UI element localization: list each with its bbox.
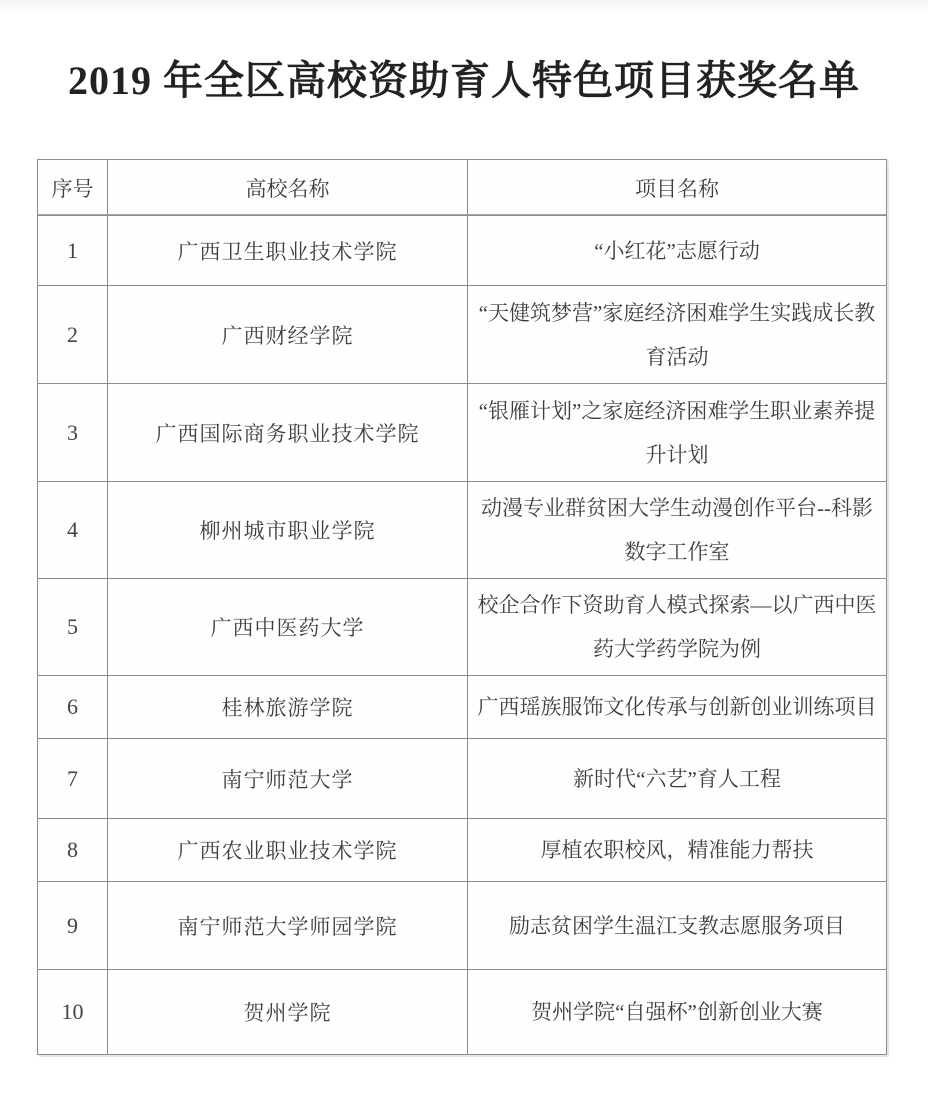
header-no: 序号 bbox=[38, 160, 108, 216]
row-index: 1 bbox=[38, 216, 108, 286]
project-name: 广西瑶族服饰文化传承与创新创业训练项目 bbox=[468, 676, 887, 739]
row-index: 4 bbox=[38, 482, 108, 579]
project-name: 厚植农职校风，精准能力帮扶 bbox=[468, 819, 887, 882]
school-name: 广西财经学院 bbox=[108, 286, 468, 384]
school-name: 贺州学院 bbox=[108, 970, 468, 1055]
table-row bbox=[38, 482, 887, 579]
project-name: 校企合作下资助育人模式探索—以广西中医药大学药学院为例 bbox=[468, 579, 887, 676]
table-row bbox=[38, 970, 887, 1055]
school-name: 南宁师范大学师园学院 bbox=[108, 882, 468, 970]
project-name: “小红花”志愿行动 bbox=[468, 216, 887, 286]
school-name: 广西中医药大学 bbox=[108, 579, 468, 676]
school-name: 柳州城市职业学院 bbox=[108, 482, 468, 579]
table-row bbox=[38, 676, 887, 739]
table-row bbox=[38, 819, 887, 882]
table-row bbox=[38, 882, 887, 970]
row-index: 2 bbox=[38, 286, 108, 384]
page-title: 2019 年全区高校资助育人特色项目获奖名单 bbox=[68, 58, 860, 103]
project-name: 动漫专业群贫困大学生动漫创作平台--科影数字工作室 bbox=[468, 482, 887, 579]
project-name: 新时代“六艺”育人工程 bbox=[468, 739, 887, 819]
school-name: 广西国际商务职业技术学院 bbox=[108, 384, 468, 482]
project-name: 励志贫困学生温江支教志愿服务项目 bbox=[468, 882, 887, 970]
school-name: 桂林旅游学院 bbox=[108, 676, 468, 739]
header-school: 高校名称 bbox=[108, 160, 468, 216]
row-index: 5 bbox=[38, 579, 108, 676]
table-header bbox=[38, 160, 887, 216]
school-name: 广西农业职业技术学院 bbox=[108, 819, 468, 882]
school-name: 广西卫生职业技术学院 bbox=[108, 216, 468, 286]
row-index: 7 bbox=[38, 739, 108, 819]
header-row bbox=[38, 160, 887, 216]
school-name: 南宁师范大学 bbox=[108, 739, 468, 819]
row-index: 10 bbox=[38, 970, 108, 1055]
award-table bbox=[37, 159, 887, 1055]
table-row bbox=[38, 216, 887, 286]
table-row bbox=[38, 384, 887, 482]
table-row bbox=[38, 739, 887, 819]
row-index: 6 bbox=[38, 676, 108, 739]
project-name: “银雁计划”之家庭经济困难学生职业素养提升计划 bbox=[468, 384, 887, 482]
header-project: 项目名称 bbox=[468, 160, 887, 216]
row-index: 3 bbox=[38, 384, 108, 482]
project-name: “天健筑梦营”家庭经济困难学生实践成长教育活动 bbox=[468, 286, 887, 384]
table-row bbox=[38, 579, 887, 676]
table-row bbox=[38, 286, 887, 384]
row-index: 9 bbox=[38, 882, 108, 970]
row-index: 8 bbox=[38, 819, 108, 882]
table-body bbox=[38, 216, 887, 1055]
project-name: 贺州学院“自强杯”创新创业大赛 bbox=[468, 970, 887, 1055]
